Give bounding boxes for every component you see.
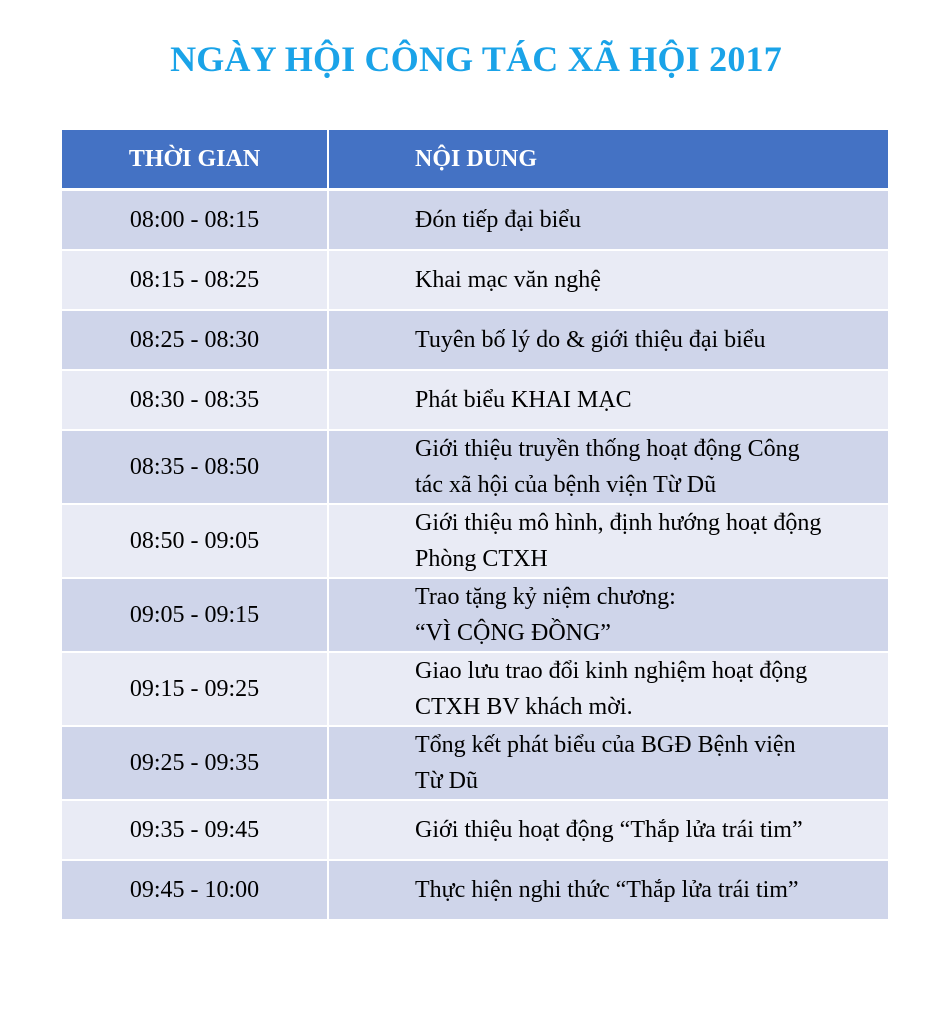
content-line: Từ Dũ [415, 768, 478, 794]
page-title: NGÀY HỘI CÔNG TÁC XÃ HỘI 2017 [170, 39, 782, 79]
content-cell [328, 370, 888, 430]
content-line: Phát biểu KHAI MẠC [415, 387, 632, 413]
table-row [62, 250, 888, 310]
content-line: Khai mạc văn nghệ [415, 267, 601, 293]
table-row [62, 370, 888, 430]
content-line: Giao lưu trao đổi kinh nghiệm hoạt động [415, 658, 808, 684]
content-cell [328, 250, 888, 310]
content-line: Giới thiệu truyền thống hoạt động Công [415, 436, 800, 462]
table-row [62, 310, 888, 370]
content-cell [328, 190, 888, 251]
content-line: CTXH BV khách mời. [415, 694, 633, 720]
time-cell: 08:50 - 09:05 [62, 504, 328, 578]
table-row [62, 726, 888, 800]
time-cell: 08:25 - 08:30 [62, 310, 328, 370]
time-cell: 08:35 - 08:50 [62, 430, 328, 504]
time-cell: 09:05 - 09:15 [62, 578, 328, 652]
time-cell: 09:15 - 09:25 [62, 652, 328, 726]
content-line: Đón tiếp đại biểu [415, 207, 581, 233]
content-line: “VÌ CỘNG ĐỒNG” [415, 620, 611, 646]
content-cell [328, 578, 888, 652]
table-row [62, 430, 888, 504]
schedule-table [62, 130, 888, 921]
table-row [62, 578, 888, 652]
table-row [62, 652, 888, 726]
table-header-row [62, 130, 888, 190]
table-row [62, 800, 888, 860]
content-cell [328, 726, 888, 800]
content-line: Trao tặng kỷ niệm chương: [415, 584, 676, 610]
column-header-time: THỜI GIAN [62, 130, 328, 190]
column-header-content: NỘI DUNG [328, 130, 888, 190]
content-cell [328, 800, 888, 860]
table-row [62, 190, 888, 251]
time-cell: 08:30 - 08:35 [62, 370, 328, 430]
content-cell [328, 860, 888, 920]
table-row [62, 504, 888, 578]
content-line: Tổng kết phát biểu của BGĐ Bệnh viện [415, 732, 796, 758]
content-line: Phòng CTXH [415, 546, 548, 572]
content-line: Giới thiệu hoạt động “Thắp lửa trái tim” [415, 817, 803, 843]
content-line: Giới thiệu mô hình, định hướng hoạt động [415, 510, 822, 536]
content-cell [328, 430, 888, 504]
content-cell [328, 652, 888, 726]
time-cell: 09:45 - 10:00 [62, 860, 328, 920]
content-line: tác xã hội của bệnh viện Từ Dũ [415, 472, 717, 498]
time-cell: 09:25 - 09:35 [62, 726, 328, 800]
time-cell: 08:15 - 08:25 [62, 250, 328, 310]
content-line: Tuyên bố lý do & giới thiệu đại biểu [415, 327, 766, 353]
content-cell [328, 310, 888, 370]
time-cell: 08:00 - 08:15 [62, 190, 328, 251]
content-cell [328, 504, 888, 578]
time-cell: 09:35 - 09:45 [62, 800, 328, 860]
table-row [62, 860, 888, 920]
content-line: Thực hiện nghi thức “Thắp lửa trái tim” [415, 877, 799, 903]
